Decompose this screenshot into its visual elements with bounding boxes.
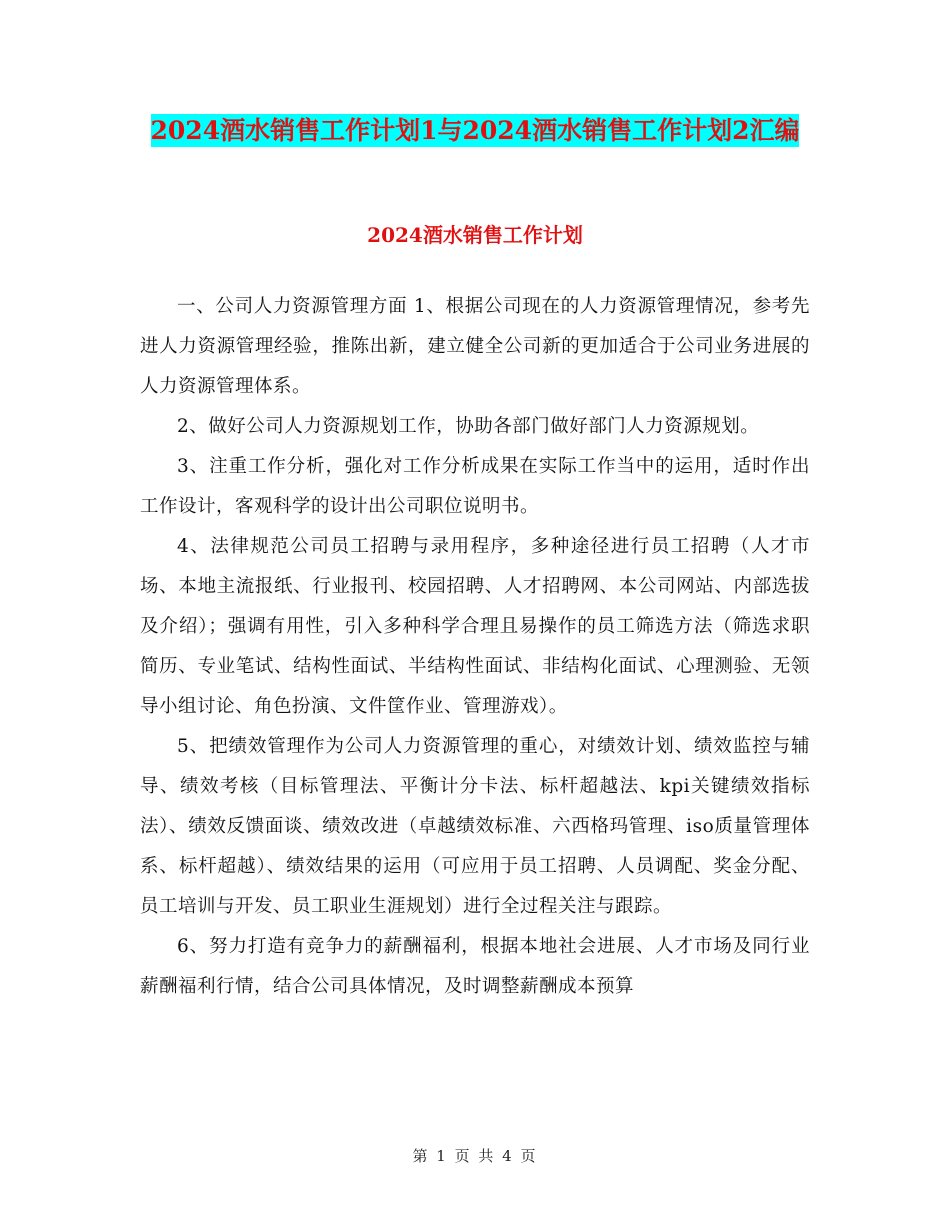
page-footer: 第 1 页 共 4 页 [412,1147,538,1165]
document-title-text: 2024酒水销售工作计划1与2024酒水销售工作计划2汇编 [150,116,800,145]
paragraph-6: 6、努力打造有竞争力的薪酬福利，根据本地社会进展、人才市场及同行业薪酬福利行情，结合公司具体情况，及时调整薪酬成本预算 [140,936,810,997]
paragraph-4: 4、法律规范公司员工招聘与录用程序，多种途径进行员工招聘（人才市场、本地主流报纸、行业报刊、校园招聘、人才招聘网、本公司网站、内部选拔及介绍）；强调有用性，引入多种科学合理且易操作的员工筛选方法（筛选求职简历、专业笔试、结构性面试、半结构性面试、非结构化面试、心理测验、无领导小组讨论、角色扮演、文件筐作业、管理游戏）。 [140,536,810,717]
paragraph-1: 一、公司人力资源管理方面 1、根据公司现在的人力资源管理情况，参考先进人力资源管理经验，推陈出新，建立健全公司新的更加适合于公司业务进展的人力资源管理体系。 [140,296,810,397]
paragraph-5: 5、把绩效管理作为公司人力资源管理的重心，对绩效计划、绩效监控与辅导、绩效考核（目标管理法、平衡计分卡法、标杆超越法、kpi关键绩效指标法）、绩效反馈面谈、绩效改进（卓越绩效标准、六西格玛管理、iso质量管理体系、标杆超越）、绩效结果的运用（可应用于员工招聘、人员调配、奖金分配、员工培训与开发、员工职业生涯规划）进行全过程关注与跟踪。 [140,736,810,917]
paragraph-3: 3、注重工作分析，强化对工作分析成果在实际工作当中的运用，适时作出工作设计，客观科学的设计出公司职位说明书。 [140,456,810,517]
section-title: 2024酒水销售工作计划 [367,223,583,247]
document-body [140,287,810,1007]
document-title [140,108,810,153]
paragraph-2: 2、做好公司人力资源规划工作，协助各部门做好部门人力资源规划。 [177,416,760,437]
